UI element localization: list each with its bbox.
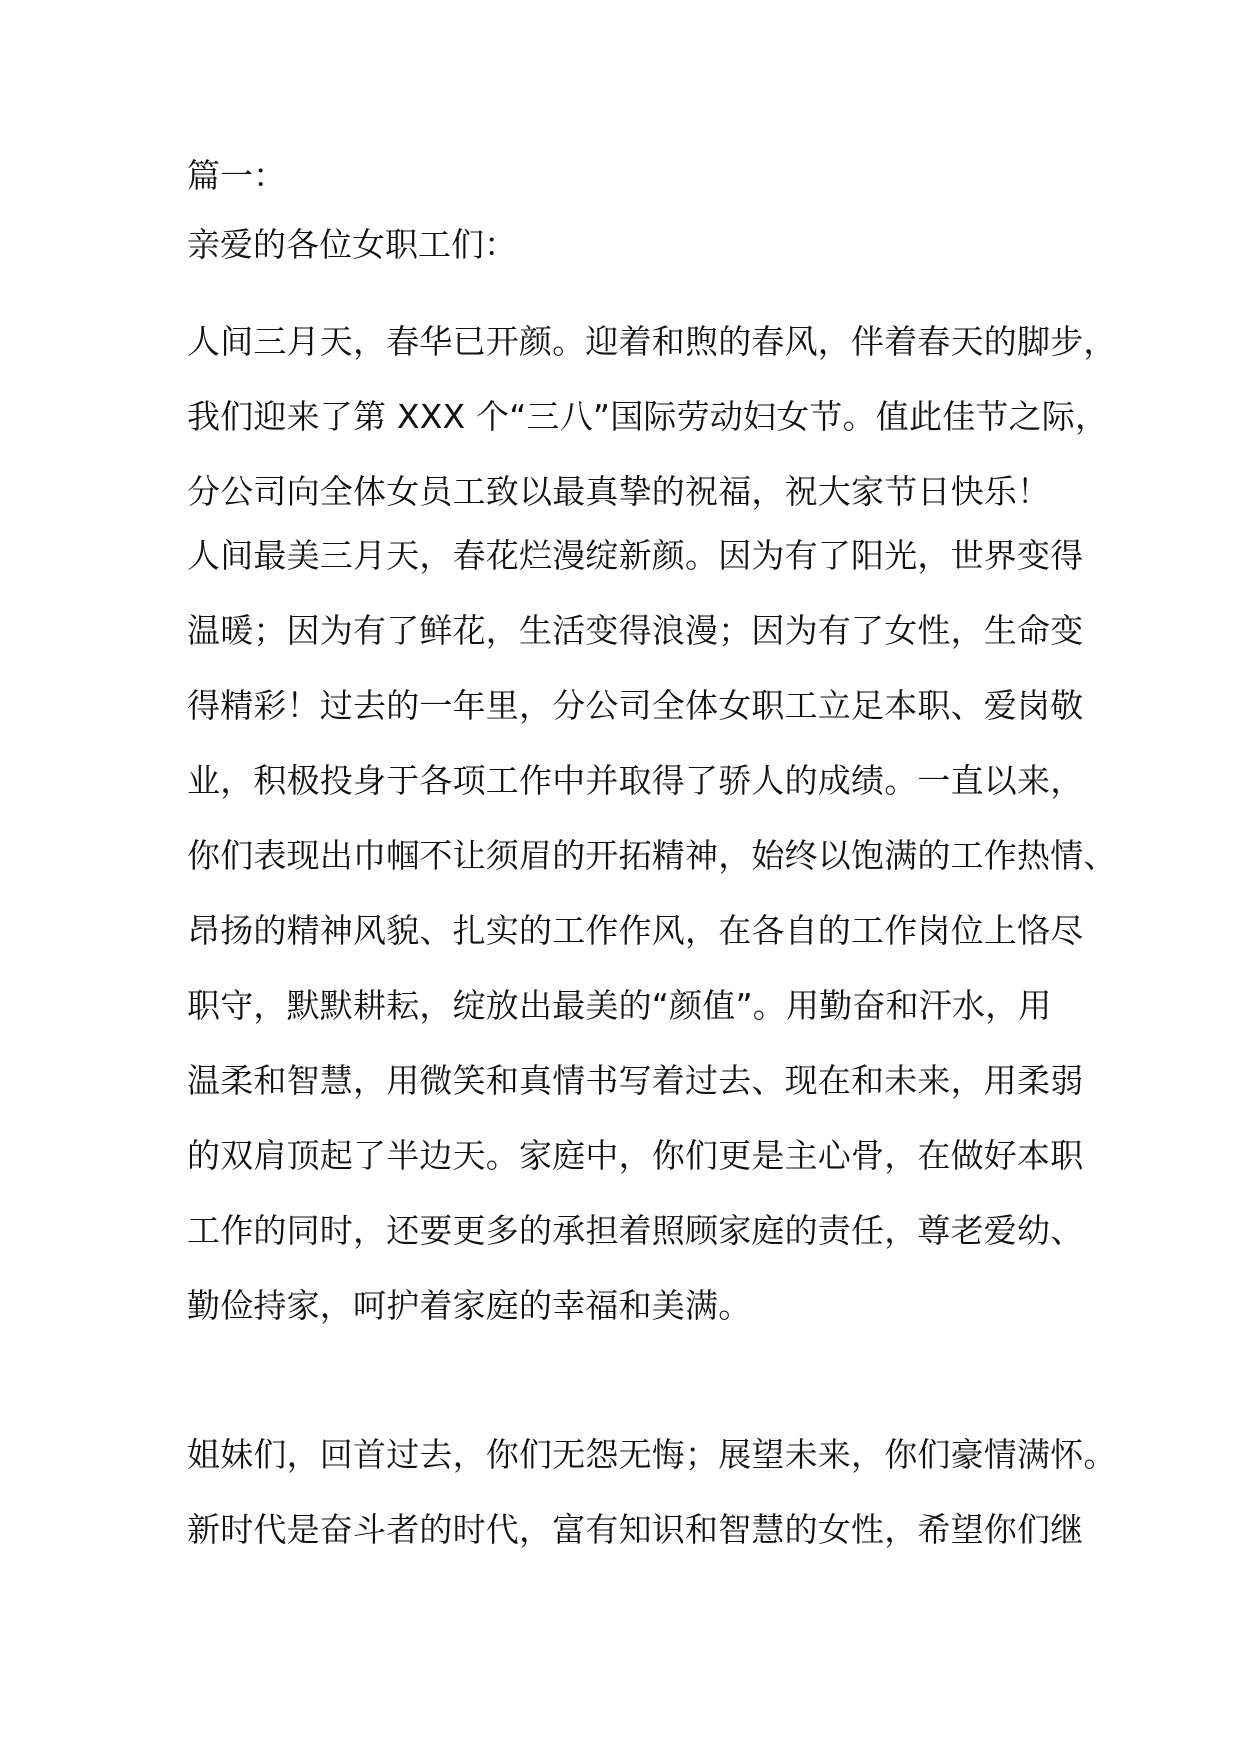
paragraph-2 — [187, 518, 1117, 1343]
salutation: 亲爱的各位女职工们： — [187, 225, 517, 264]
paragraph-line: 工作的同时，还要更多的承担着照顾家庭的责任，尊老爱幼、 — [187, 1211, 1084, 1250]
paragraph-line: 的双肩顶起了半边天。家庭中，你们更是主心骨，在做好本职 — [187, 1136, 1084, 1175]
paragraph-line: 职守，默默耕耘，绽放出最美的“颜值”。用勤奋和汗水，用 — [187, 986, 1052, 1025]
paragraph-line: 我们迎来了第 XXX 个“三八”国际劳动妇女节。值此佳节之际， — [187, 397, 1109, 436]
paragraph-3 — [187, 1417, 1117, 1567]
paragraph-line: 温柔和智慧，用微笑和真情书写着过去、现在和未来，用柔弱 — [187, 1061, 1084, 1100]
paragraph-line: 昂扬的精神风貌、扎实的工作作风，在各自的工作岗位上恪尽 — [187, 911, 1084, 950]
paragraph-line: 业，积极投身于各项工作中并取得了骄人的成绩。一直以来， — [187, 761, 1084, 800]
paragraph-1 — [187, 304, 1117, 529]
paragraph-line: 人间最美三月天，春花烂漫绽新颜。因为有了阳光，世界变得 — [187, 536, 1084, 575]
paragraph-line: 勤俭持家，呵护着家庭的幸福和美满。 — [187, 1286, 752, 1325]
paragraph-line: 温暖；因为有了鲜花，生活变得浪漫；因为有了女性，生命变 — [187, 611, 1084, 650]
section-heading: 篇一： — [187, 156, 286, 195]
paragraph-line: 新时代是奋斗者的时代，富有知识和智慧的女性，希望你们继 — [187, 1510, 1084, 1549]
paragraph-line: 分公司向全体女员工致以最真挚的祝福，祝大家节日快乐！ — [187, 472, 1051, 511]
paragraph-line: 得精彩！过去的一年里，分公司全体女职工立足本职、爱岗敬 — [187, 686, 1084, 725]
paragraph-line: 人间三月天，春华已开颜。迎着和煦的春风，伴着春天的脚步， — [187, 322, 1117, 361]
paragraph-line: 你们表现出巾帼不让须眉的开拓精神，始终以饱满的工作热情、 — [187, 836, 1117, 875]
paragraph-line: 姐妹们，回首过去，你们无怨无悔；展望未来，你们豪情满怀。 — [187, 1435, 1117, 1474]
